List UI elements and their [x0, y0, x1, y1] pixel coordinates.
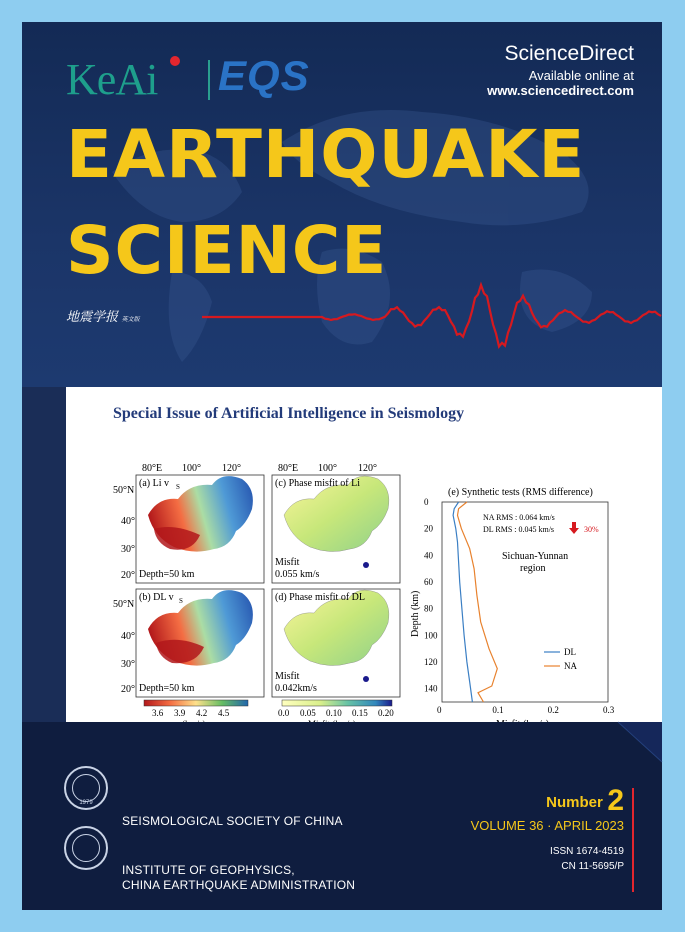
chart-ylabel: Depth (km): [410, 590, 421, 637]
lat-label-a2: 40°: [121, 516, 135, 527]
cn-number: CN 11-5695/P: [561, 861, 624, 872]
reduction-arrow-icon: [569, 522, 579, 534]
panel-d-misfit-value: 0.042km/s: [275, 683, 317, 694]
chart-region-line1: Sichuan-Yunnan: [502, 551, 569, 562]
misfit-tick-1: 0.0: [278, 708, 290, 718]
map-panel-d: [272, 589, 400, 697]
keai-logo: KeAi: [66, 55, 158, 104]
sciencedirect-name: ScienceDirect: [504, 42, 634, 65]
panel-c-misfit-value: 0.055 km/s: [275, 569, 320, 580]
available-online-text: Available online at: [528, 68, 634, 83]
chart-x-tick-0: 0: [437, 705, 442, 715]
chinese-title-text: 地震学报: [66, 309, 119, 324]
chart-y-tick-4: 80: [424, 603, 433, 614]
seal-inner-ring: [72, 774, 100, 802]
misfit-tick-2: 0.05: [300, 708, 316, 718]
chart-y-tick-2: 40: [424, 550, 433, 561]
lat-label-a4: 20°: [121, 570, 135, 581]
panel-c-misfit-label: Misfit: [275, 557, 300, 568]
org-institute-line2: CHINA EARTHQUAKE ADMINISTRATION: [122, 878, 356, 892]
chart-x-tick-1: 0.1: [492, 705, 504, 715]
legend-dl: DL: [564, 647, 576, 657]
panel-d-label: (d) Phase misfit of DL: [275, 592, 365, 603]
seismogram-trace: [22, 262, 662, 392]
chart-region-line2: region: [520, 563, 546, 574]
issue-number-label: Number: [546, 794, 603, 811]
chart-y-tick-3: 60: [424, 577, 433, 587]
issn-number: ISSN 1674-4519: [550, 846, 624, 857]
panel-b-depth: Depth=50 km: [139, 683, 195, 694]
sciencedirect-url[interactable]: www.sciencedirect.com: [487, 83, 634, 98]
special-issue-title: Special Issue of Artificial Intelligence in Seismology: [113, 405, 465, 422]
lat-label-a3: 30°: [121, 544, 135, 555]
sciencedirect-block: [487, 42, 634, 98]
journal-title-line1: EARTHQUAKE: [66, 116, 586, 193]
lon-label-3: 120°: [222, 463, 241, 474]
lat-label-b4: 20°: [121, 684, 135, 695]
igp-seal-logo: [64, 826, 108, 870]
journal-cover: [22, 22, 662, 910]
accent-red-bar: [632, 788, 634, 892]
chart-reduction: 30%: [584, 525, 599, 534]
chart-y-tick-1: 20: [424, 523, 433, 534]
org-institute-line1: INSTITUTE OF GEOPHYSICS,: [122, 863, 295, 877]
chart-annotation-na: NA RMS : 0.064 km/s: [483, 513, 555, 522]
vs-tick-2: 3.9: [174, 708, 186, 718]
ssc-seal-logo: [64, 766, 108, 810]
issn-block: [550, 844, 624, 874]
seal-inner-ring-2: [72, 834, 100, 862]
seal-year: 1979: [79, 800, 93, 806]
feature-figure: [66, 387, 662, 722]
eqs-logo: EQS: [218, 52, 310, 99]
lon-label-1: 80°E: [142, 463, 163, 474]
issue-number-value: 2: [607, 784, 624, 817]
chinese-title-small: 英文版: [121, 317, 140, 323]
vs-tick-1: 3.6: [152, 708, 164, 718]
logo-divider: [208, 60, 210, 100]
map-panel-a: [136, 475, 264, 583]
feature-figure-panel: [66, 387, 662, 722]
misfit-tick-4: 0.15: [352, 708, 368, 718]
lon-label-6: 120°: [358, 463, 377, 474]
org-seismological-society: SEISMOLOGICAL SOCIETY OF CHINA: [122, 814, 343, 828]
journal-title-line2: SCIENCE: [66, 212, 388, 289]
lat-label-b3: 30°: [121, 659, 135, 670]
volume-date: VOLUME 36 · APRIL 2023: [470, 818, 624, 833]
chart-x-tick-3: 0.3: [603, 705, 615, 715]
lon-label-5: 100°: [318, 463, 337, 474]
panel-a-subscript: S: [176, 483, 180, 491]
keai-logo-dot: [170, 56, 180, 66]
panel-a-label: (a) Li v: [139, 478, 169, 489]
lon-label-2: 100°: [182, 463, 201, 474]
lat-label-b2: 40°: [121, 631, 135, 642]
panel-a-depth: Depth=50 km: [139, 569, 195, 580]
chart-annotation-dl: DL RMS : 0.045 km/s: [483, 525, 555, 534]
chart-legend: [544, 647, 577, 671]
rms-difference-chart: [410, 487, 615, 730]
lat-label-b1: 50°N: [113, 599, 135, 610]
misfit-tick-3: 0.10: [326, 708, 342, 718]
issue-number: [546, 784, 624, 818]
map-panel-b: [136, 589, 264, 697]
lat-label-a1: 50°N: [113, 485, 135, 496]
panel-b-subscript: S: [179, 597, 183, 605]
chart-y-tick-6: 120: [424, 657, 438, 667]
chart-title: (e) Synthetic tests (RMS difference): [448, 487, 593, 498]
panel-b-label: (b) DL v: [139, 592, 174, 603]
legend-na: NA: [564, 661, 577, 671]
vs-tick-4: 4.5: [218, 708, 230, 718]
chart-x-tick-2: 0.2: [547, 705, 559, 715]
vs-tick-3: 4.2: [196, 708, 208, 718]
misfit-tick-5: 0.20: [378, 708, 394, 718]
lon-label-4: 80°E: [278, 463, 299, 474]
map-panel-c: [272, 475, 400, 583]
chart-y-tick-0: 0: [424, 497, 429, 507]
panel-c-label: (c) Phase misfit of Li: [275, 478, 360, 489]
panel-d-misfit-label: Misfit: [275, 671, 300, 682]
chart-y-tick-5: 100: [424, 630, 438, 641]
chart-y-tick-7: 140: [424, 683, 438, 694]
